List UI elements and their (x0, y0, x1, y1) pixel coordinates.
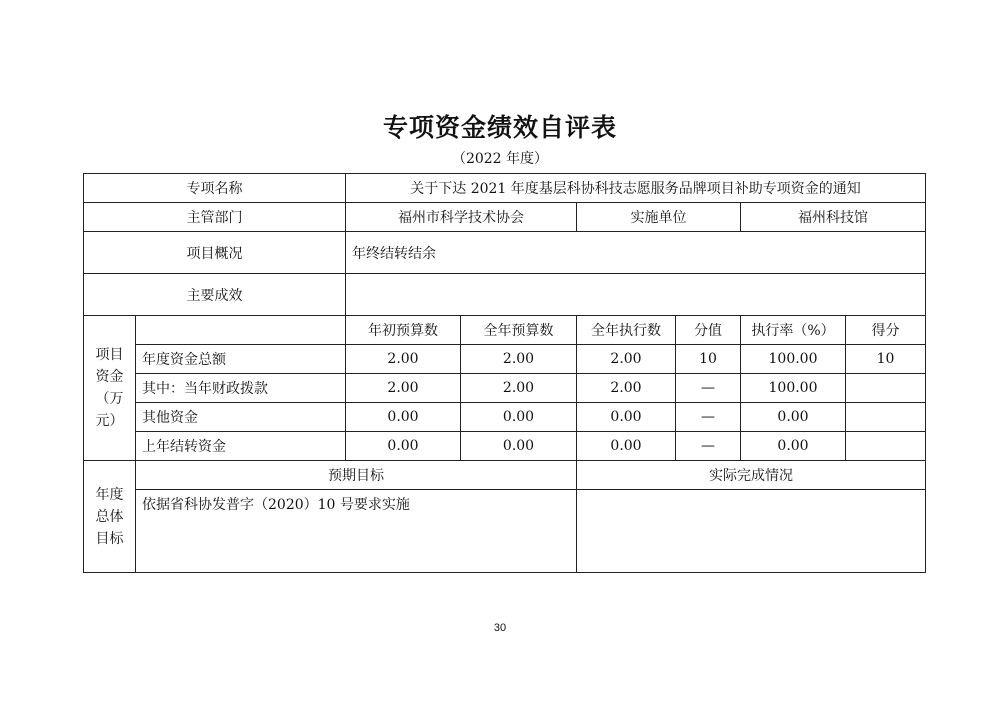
funds-cell: 100.00 (741, 374, 846, 403)
funds-header-cell: 全年执行数 (577, 316, 676, 345)
results-row (84, 274, 926, 316)
overview-row (84, 232, 926, 274)
project-name-label: 专项名称 (84, 174, 346, 203)
funds-cell: 2.00 (461, 374, 577, 403)
table-row (84, 374, 926, 403)
funds-header-cell: 年初预算数 (346, 316, 461, 345)
table-row (84, 403, 926, 432)
funds-row-label: 年度资金总额 (136, 345, 346, 374)
funds-cell: 2.00 (577, 345, 676, 374)
project-name-value: 关于下达 2021 年度基层科协科技志愿服务品牌项目补助专项资金的通知 (346, 174, 926, 203)
actual-result-value (577, 490, 926, 573)
funds-cell: 0.00 (577, 403, 676, 432)
funds-header-blank (136, 316, 346, 345)
report-year: （2022 年度） (451, 151, 549, 167)
dept-row (84, 203, 926, 232)
funds-cell: — (676, 374, 741, 403)
funds-cell: 0.00 (741, 403, 846, 432)
goals-group-label: 年度总体目标 (84, 461, 136, 573)
impl-label: 实施单位 (577, 203, 741, 232)
funds-cell: — (676, 403, 741, 432)
funds-cell: 0.00 (346, 403, 461, 432)
funds-cell: 0.00 (577, 432, 676, 461)
funds-cell (846, 432, 926, 461)
funds-header-cell: 得分 (846, 316, 926, 345)
funds-header-cell: 全年预算数 (461, 316, 577, 345)
page-number: 30 (493, 622, 507, 634)
actual-result-label: 实际完成情况 (577, 461, 926, 490)
goals-content-row (84, 490, 926, 573)
overview-value: 年终结转结余 (346, 232, 926, 274)
expected-goal-value: 依据省科协发普字（2020）10 号要求实施 (136, 490, 577, 573)
funds-row-label: 其中：当年财政拨款 (136, 374, 346, 403)
funds-header-row (84, 316, 926, 345)
table-row (84, 432, 926, 461)
funds-cell: 2.00 (346, 374, 461, 403)
impl-value: 福州科技馆 (741, 203, 926, 232)
funds-cell: 2.00 (461, 345, 577, 374)
funds-cell: — (676, 432, 741, 461)
evaluation-form-table (83, 173, 926, 573)
goals-header-row (84, 461, 926, 490)
funds-cell: 0.00 (461, 403, 577, 432)
project-name-row (84, 174, 926, 203)
funds-cell: 100.00 (741, 345, 846, 374)
funds-cell: 2.00 (346, 345, 461, 374)
funds-row-label: 上年结转资金 (136, 432, 346, 461)
results-value (346, 274, 926, 316)
results-label: 主要成效 (84, 274, 346, 316)
funds-cell: 2.00 (577, 374, 676, 403)
table-row (84, 345, 926, 374)
funds-header-cell: 执行率（%） (741, 316, 846, 345)
funds-cell: 0.00 (741, 432, 846, 461)
funds-cell (846, 374, 926, 403)
expected-goal-label: 预期目标 (136, 461, 577, 490)
funds-header-cell: 分值 (676, 316, 741, 345)
funds-row-label: 其他资金 (136, 403, 346, 432)
overview-label: 项目概况 (84, 232, 346, 274)
funds-cell: 0.00 (346, 432, 461, 461)
dept-value: 福州市科学技术协会 (346, 203, 577, 232)
funds-cell: 10 (846, 345, 926, 374)
funds-cell: 0.00 (461, 432, 577, 461)
dept-label: 主管部门 (84, 203, 346, 232)
page-title: 专项资金绩效自评表 (382, 113, 617, 142)
funds-cell (846, 403, 926, 432)
funds-cell: 10 (676, 345, 741, 374)
funds-group-label: 项目资金（万元） (84, 316, 136, 461)
